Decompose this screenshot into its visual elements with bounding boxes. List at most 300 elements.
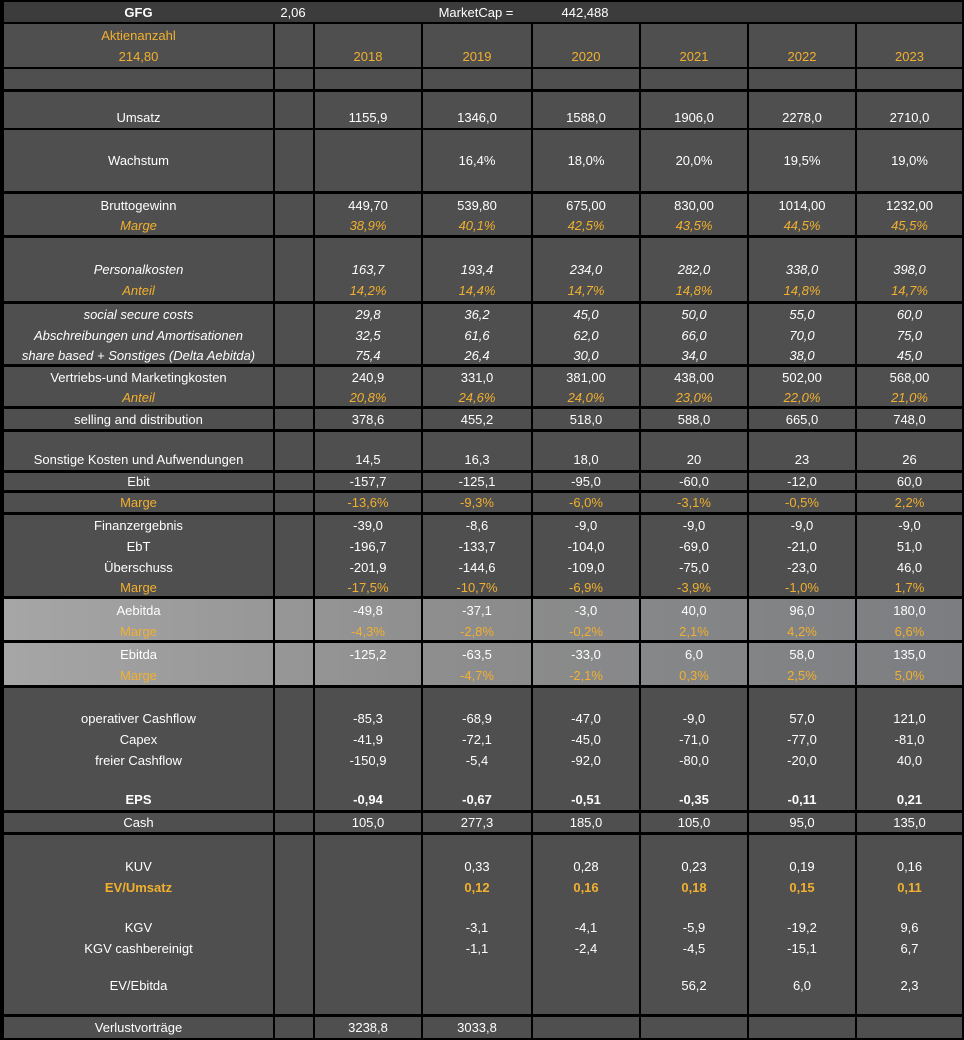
cell-finanzergebnis-2021[interactable]: -9,0 (639, 515, 747, 536)
cell-ueberschuss_marge-2020[interactable]: -6,9% (531, 578, 639, 599)
cell-verlustvortraege-2018[interactable]: 3238,8 (313, 1017, 421, 1038)
cell-selling-2019[interactable]: 455,2 (421, 409, 531, 432)
cell-share_based-2019[interactable]: 26,4 (421, 346, 531, 367)
empty-cell[interactable] (531, 996, 639, 1017)
empty-cell[interactable] (273, 996, 313, 1017)
cell-ebit-2023[interactable]: 60,0 (855, 473, 962, 493)
cell-eps-2019[interactable]: -0,67 (421, 771, 531, 813)
empty-cell[interactable] (531, 898, 639, 917)
row-label-freier_cashflow[interactable]: freier Cashflow (95, 753, 182, 768)
cell-ev_umsatz-2023[interactable]: 0,11 (855, 877, 962, 898)
cell-ev_umsatz-2022[interactable]: 0,15 (747, 877, 855, 898)
cell-ueberschuss-colB[interactable] (273, 557, 313, 578)
empty-cell[interactable] (639, 835, 747, 856)
cell-finanzergebnis-2022[interactable]: -9,0 (747, 515, 855, 536)
cell-eps-2023[interactable]: 0,21 (855, 771, 962, 813)
cell-ebit-2020[interactable]: -95,0 (531, 473, 639, 493)
row-label-vertriebs_anteil[interactable]: Anteil (4, 388, 273, 409)
cell-aebitda-2022[interactable]: 96,0 (747, 599, 855, 622)
cell-ev_ebitda-2023[interactable]: 2,3 (855, 959, 962, 996)
cell-aebitda_marge-2022[interactable]: 4,2% (747, 622, 855, 643)
cell-aebitda-2021[interactable]: 40,0 (639, 599, 747, 622)
cell-aktienanzahl-2018[interactable] (313, 24, 421, 46)
cell-freier_cashflow-2019[interactable]: -5,4 (421, 750, 531, 771)
cell-umsatz-colB[interactable] (273, 92, 313, 130)
empty-cell[interactable] (855, 688, 962, 708)
cell-aebitda_marge-2020[interactable]: -0,2% (531, 622, 639, 643)
empty-cell[interactable] (273, 835, 313, 856)
cell-ebt-2018[interactable]: -196,7 (313, 536, 421, 557)
cell-kgv_cash-2018[interactable] (313, 938, 421, 959)
cell-vertriebs_anteil-2023[interactable]: 21,0% (855, 388, 962, 409)
empty-cell[interactable] (531, 688, 639, 708)
row-label-ebit[interactable]: Ebit (4, 473, 273, 493)
cell-aktienanzahl-2022[interactable] (747, 24, 855, 46)
cell-ebit_marge-colB[interactable] (273, 493, 313, 515)
cell-ebit-2018[interactable]: -157,7 (313, 473, 421, 493)
cell-social_secure-2022[interactable]: 55,0 (747, 304, 855, 325)
cell-abschreibungen-2020[interactable]: 62,0 (531, 325, 639, 346)
empty-cell[interactable] (4, 69, 273, 92)
cell-ev_ebitda-2020[interactable] (531, 959, 639, 996)
cell-ebitda_marge-colB[interactable] (273, 665, 313, 688)
cell-aktienanzahl-2019[interactable] (421, 24, 531, 46)
cell-personal_anteil-2021[interactable]: 14,8% (639, 280, 747, 304)
cell-eps-2018[interactable]: -0,94 (313, 771, 421, 813)
cell-kuv-colB[interactable] (273, 856, 313, 877)
empty-cell[interactable] (855, 69, 962, 92)
cell-wachstum-2021[interactable]: 20,0% (639, 130, 747, 194)
cell-ebt-2022[interactable]: -21,0 (747, 536, 855, 557)
cell-ebit_marge-2022[interactable]: -0,5% (747, 493, 855, 515)
cell-vertriebs-2019[interactable]: 331,0 (421, 367, 531, 388)
cell-personal_anteil-2019[interactable]: 14,4% (421, 280, 531, 304)
cell-kgv_cash-2020[interactable]: -2,4 (531, 938, 639, 959)
cell-selling-2020[interactable]: 518,0 (531, 409, 639, 432)
cell-selling-2018[interactable]: 378,6 (313, 409, 421, 432)
cell-ebitda-2023[interactable]: 135,0 (855, 643, 962, 665)
empty-cell[interactable] (313, 996, 421, 1017)
cell-eps-colB[interactable] (273, 771, 313, 813)
row-label-ebitda_marge[interactable]: Marge (4, 665, 273, 688)
cell-kuv-2018[interactable] (313, 856, 421, 877)
cell-years_row-colB[interactable] (273, 46, 313, 69)
cell-umsatz-2023[interactable]: 2710,0 (855, 92, 962, 130)
empty-cell[interactable] (747, 69, 855, 92)
cell-verlustvortraege-2019[interactable]: 3033,8 (421, 1017, 531, 1038)
cell-aebitda-colB[interactable] (273, 599, 313, 622)
cell-op_cashflow-2020[interactable]: -47,0 (531, 708, 639, 729)
empty-cell[interactable] (273, 898, 313, 917)
title-empty-cell[interactable] (747, 2, 855, 24)
empty-cell[interactable] (4, 835, 273, 856)
cell-umsatz-2018[interactable]: 1155,9 (313, 92, 421, 130)
row-label-ebit_marge[interactable]: Marge (4, 493, 273, 515)
cell-share_based-colB[interactable] (273, 346, 313, 367)
cell-abschreibungen-2023[interactable]: 75,0 (855, 325, 962, 346)
cell-sonstige-2022[interactable]: 23 (747, 432, 855, 473)
cell-sonstige-2023[interactable]: 26 (855, 432, 962, 473)
cell-cash-2019[interactable]: 277,3 (421, 813, 531, 835)
cell-abschreibungen-2022[interactable]: 70,0 (747, 325, 855, 346)
row-label-kgv[interactable]: KGV (124, 920, 153, 935)
title-empty-cell[interactable] (639, 2, 747, 24)
cell-capex-2022[interactable]: -77,0 (747, 729, 855, 750)
cell-bruttogewinn-colB[interactable] (273, 194, 313, 216)
cell-eps-2022[interactable]: -0,11 (747, 771, 855, 813)
cell-ebitda_marge-2023[interactable]: 5,0% (855, 665, 962, 688)
cell-ebt-2020[interactable]: -104,0 (531, 536, 639, 557)
cell-finanzergebnis-colB[interactable] (273, 515, 313, 536)
cell-ev_umsatz-colB[interactable] (273, 877, 313, 898)
cell-vertriebs_anteil-2019[interactable]: 24,6% (421, 388, 531, 409)
row-label-ueberschuss[interactable]: Überschuss (104, 560, 173, 575)
cell-kgv_cash-colB[interactable] (273, 938, 313, 959)
cell-ev_ebitda-2021[interactable]: 56,2 (639, 959, 747, 996)
cell-aktienanzahl-colB[interactable] (273, 24, 313, 46)
row-label-wachstum[interactable]: Wachstum (4, 130, 273, 194)
cell-ueberschuss_marge-2022[interactable]: -1,0% (747, 578, 855, 599)
cell-kgv-2020[interactable]: -4,1 (531, 917, 639, 938)
cell-finanzergebnis-2018[interactable]: -39,0 (313, 515, 421, 536)
cell-kgv-2019[interactable]: -3,1 (421, 917, 531, 938)
row-label-ueberschuss_marge[interactable]: Marge (4, 578, 273, 599)
cell-personal_anteil-colB[interactable] (273, 280, 313, 304)
empty-cell[interactable] (273, 688, 313, 708)
cell-ebitda-2020[interactable]: -33,0 (531, 643, 639, 665)
row-label-personalkosten[interactable]: Personalkosten (93, 262, 184, 277)
empty-cell[interactable] (4, 898, 273, 917)
cell-ebitda-colB[interactable] (273, 643, 313, 665)
empty-cell[interactable] (4, 238, 273, 259)
cell-brutto_marge-2021[interactable]: 43,5% (639, 216, 747, 238)
row-label-kuv[interactable]: KUV (125, 859, 152, 874)
empty-cell[interactable] (313, 69, 421, 92)
cell-kgv-2021[interactable]: -5,9 (639, 917, 747, 938)
cell-kgv_cash-2019[interactable]: -1,1 (421, 938, 531, 959)
cell-brutto_marge-2019[interactable]: 40,1% (421, 216, 531, 238)
empty-cell[interactable] (421, 238, 531, 259)
cell-ebitda-2019[interactable]: -63,5 (421, 643, 531, 665)
cell-vertriebs-2023[interactable]: 568,00 (855, 367, 962, 388)
cell-social_secure-2020[interactable]: 45,0 (531, 304, 639, 325)
cell-umsatz-2019[interactable]: 1346,0 (421, 92, 531, 130)
cell-brutto_marge-2023[interactable]: 45,5% (855, 216, 962, 238)
cell-finanzergebnis-2020[interactable]: -9,0 (531, 515, 639, 536)
cell-aebitda_marge-2018[interactable]: -4,3% (313, 622, 421, 643)
cell-social_secure-2023[interactable]: 60,0 (855, 304, 962, 325)
cell-aebitda-2019[interactable]: -37,1 (421, 599, 531, 622)
cell-op_cashflow-2022[interactable]: 57,0 (747, 708, 855, 729)
cell-ebt-2021[interactable]: -69,0 (639, 536, 747, 557)
cell-kgv-2018[interactable] (313, 917, 421, 938)
row-label-finanzergebnis[interactable]: Finanzergebnis (94, 518, 183, 533)
cell-vertriebs_anteil-2021[interactable]: 23,0% (639, 388, 747, 409)
cell-selling-colB[interactable] (273, 409, 313, 432)
cell-aebitda_marge-colB[interactable] (273, 622, 313, 643)
empty-cell[interactable] (747, 898, 855, 917)
row-label-social_secure[interactable]: social secure costs (83, 307, 194, 322)
cell-ebitda_marge-2021[interactable]: 0,3% (639, 665, 747, 688)
cell-vertriebs_anteil-2022[interactable]: 22,0% (747, 388, 855, 409)
cell-abschreibungen-2018[interactable]: 32,5 (313, 325, 421, 346)
cell-eps-2020[interactable]: -0,51 (531, 771, 639, 813)
cell-brutto_marge-2020[interactable]: 42,5% (531, 216, 639, 238)
cell-sonstige-2019[interactable]: 16,3 (421, 432, 531, 473)
cell-aebitda_marge-2019[interactable]: -2,8% (421, 622, 531, 643)
cell-personalkosten-2022[interactable]: 338,0 (747, 259, 855, 280)
empty-cell[interactable] (421, 688, 531, 708)
row-label-verlustvortraege[interactable]: Verlustvorträge (94, 1020, 183, 1035)
cell-ueberschuss_marge-2021[interactable]: -3,9% (639, 578, 747, 599)
cell-aktienanzahl-2023[interactable] (855, 24, 962, 46)
cell-selling-2022[interactable]: 665,0 (747, 409, 855, 432)
cell-ebitda_marge-2018[interactable] (313, 665, 421, 688)
cell-finanzergebnis-2019[interactable]: -8,6 (421, 515, 531, 536)
row-label-bruttogewinn[interactable]: Bruttogewinn (100, 197, 177, 213)
cell-bruttogewinn-2023[interactable]: 1232,00 (855, 194, 962, 216)
cell-freier_cashflow-2018[interactable]: -150,9 (313, 750, 421, 771)
row-label-brutto_marge[interactable]: Marge (4, 216, 273, 238)
empty-cell[interactable] (531, 69, 639, 92)
cell-ebitda_marge-2020[interactable]: -2,1% (531, 665, 639, 688)
cell-ebit_marge-2018[interactable]: -13,6% (313, 493, 421, 515)
cell-abschreibungen-colB[interactable] (273, 325, 313, 346)
empty-cell[interactable] (273, 69, 313, 92)
row-label-vertriebs[interactable]: Vertriebs-und Marketingkosten (50, 370, 227, 385)
cell-personal_anteil-2022[interactable]: 14,8% (747, 280, 855, 304)
cell-brutto_marge-colB[interactable] (273, 216, 313, 238)
cell-op_cashflow-2019[interactable]: -68,9 (421, 708, 531, 729)
cell-ueberschuss-2018[interactable]: -201,9 (313, 557, 421, 578)
cell-ebitda_marge-2019[interactable]: -4,7% (421, 665, 531, 688)
cell-kuv-2021[interactable]: 0,23 (639, 856, 747, 877)
cell-wachstum-colB[interactable] (273, 130, 313, 194)
title-empty-cell[interactable] (855, 2, 962, 24)
row-label-aebitda_marge[interactable]: Marge (4, 622, 273, 643)
cell-op_cashflow-colB[interactable] (273, 708, 313, 729)
empty-cell[interactable] (4, 688, 273, 708)
empty-cell[interactable] (313, 898, 421, 917)
cell-brutto_marge-2018[interactable]: 38,9% (313, 216, 421, 238)
cell-ebitda-2022[interactable]: 58,0 (747, 643, 855, 665)
empty-cell[interactable] (313, 238, 421, 259)
cell-ueberschuss_marge-2023[interactable]: 1,7% (855, 578, 962, 599)
cell-cash-2022[interactable]: 95,0 (747, 813, 855, 835)
row-label-ebt[interactable]: EbT (126, 539, 151, 554)
cell-share_based-2023[interactable]: 45,0 (855, 346, 962, 367)
cell-years_row-2022[interactable]: 2022 (747, 46, 855, 69)
cell-ev_ebitda-colB[interactable] (273, 959, 313, 996)
cell-social_secure-2019[interactable]: 36,2 (421, 304, 531, 325)
cell-op_cashflow-2018[interactable]: -85,3 (313, 708, 421, 729)
share-price-cell[interactable]: 2,06 (273, 2, 313, 24)
cell-ueberschuss_marge-2019[interactable]: -10,7% (421, 578, 531, 599)
empty-cell[interactable] (421, 898, 531, 917)
cell-wachstum-2020[interactable]: 18,0% (531, 130, 639, 194)
cell-kgv-colB[interactable] (273, 917, 313, 938)
cell-wachstum-2018[interactable] (313, 130, 421, 194)
cell-ebit-2022[interactable]: -12,0 (747, 473, 855, 493)
cell-ev_ebitda-2018[interactable] (313, 959, 421, 996)
cell-bruttogewinn-2020[interactable]: 675,00 (531, 194, 639, 216)
cell-sonstige-2020[interactable]: 18,0 (531, 432, 639, 473)
row-label-ev_ebitda[interactable]: EV/Ebitda (109, 978, 168, 993)
empty-cell[interactable] (421, 69, 531, 92)
cell-personal_anteil-2023[interactable]: 14,7% (855, 280, 962, 304)
empty-cell[interactable] (639, 238, 747, 259)
cell-abschreibungen-2019[interactable]: 61,6 (421, 325, 531, 346)
cell-years_row-2021[interactable]: 2021 (639, 46, 747, 69)
cell-ev_umsatz-2019[interactable]: 0,12 (421, 877, 531, 898)
cell-kgv_cash-2023[interactable]: 6,7 (855, 938, 962, 959)
cell-share_based-2021[interactable]: 34,0 (639, 346, 747, 367)
row-label-kgv_cash[interactable]: KGV cashbereinigt (84, 941, 193, 956)
cell-aebitda-2018[interactable]: -49,8 (313, 599, 421, 622)
cell-verlustvortraege-2020[interactable] (531, 1017, 639, 1038)
cell-ev_ebitda-2022[interactable]: 6,0 (747, 959, 855, 996)
title-empty-cell[interactable] (313, 2, 421, 24)
empty-cell[interactable] (747, 835, 855, 856)
cell-capex-2023[interactable]: -81,0 (855, 729, 962, 750)
empty-cell[interactable] (747, 996, 855, 1017)
row-label-selling[interactable]: selling and distribution (4, 409, 273, 432)
empty-cell[interactable] (273, 238, 313, 259)
cell-wachstum-2022[interactable]: 19,5% (747, 130, 855, 194)
cell-sonstige-2021[interactable]: 20 (639, 432, 747, 473)
cell-aktienanzahl-2021[interactable] (639, 24, 747, 46)
cell-op_cashflow-2021[interactable]: -9,0 (639, 708, 747, 729)
empty-cell[interactable] (531, 238, 639, 259)
cell-ev_umsatz-2021[interactable]: 0,18 (639, 877, 747, 898)
empty-cell[interactable] (855, 898, 962, 917)
cell-bruttogewinn-2022[interactable]: 1014,00 (747, 194, 855, 216)
cell-aebitda-2023[interactable]: 180,0 (855, 599, 962, 622)
cell-capex-2020[interactable]: -45,0 (531, 729, 639, 750)
cell-personalkosten-2019[interactable]: 193,4 (421, 259, 531, 280)
cell-capex-2019[interactable]: -72,1 (421, 729, 531, 750)
empty-cell[interactable] (855, 238, 962, 259)
cell-years_row-2018[interactable]: 2018 (313, 46, 421, 69)
cell-share_based-2022[interactable]: 38,0 (747, 346, 855, 367)
empty-cell[interactable] (639, 69, 747, 92)
cell-verlustvortraege-2021[interactable] (639, 1017, 747, 1038)
cell-kgv_cash-2021[interactable]: -4,5 (639, 938, 747, 959)
cell-share_based-2020[interactable]: 30,0 (531, 346, 639, 367)
cell-ebit_marge-2023[interactable]: 2,2% (855, 493, 962, 515)
cell-verlustvortraege-2023[interactable] (855, 1017, 962, 1038)
cell-capex-colB[interactable] (273, 729, 313, 750)
cell-ueberschuss_marge-colB[interactable] (273, 578, 313, 599)
cell-vertriebs-2021[interactable]: 438,00 (639, 367, 747, 388)
empty-cell[interactable] (855, 835, 962, 856)
empty-cell[interactable] (531, 835, 639, 856)
cell-capex-2018[interactable]: -41,9 (313, 729, 421, 750)
cell-finanzergebnis-2023[interactable]: -9,0 (855, 515, 962, 536)
cell-umsatz-2020[interactable]: 1588,0 (531, 92, 639, 130)
cell-kuv-2019[interactable]: 0,33 (421, 856, 531, 877)
cell-vertriebs_anteil-2020[interactable]: 24,0% (531, 388, 639, 409)
cell-cash-2023[interactable]: 135,0 (855, 813, 962, 835)
cell-personalkosten-2021[interactable]: 282,0 (639, 259, 747, 280)
cell-share_based-2018[interactable]: 75,4 (313, 346, 421, 367)
cell-bruttogewinn-2019[interactable]: 539,80 (421, 194, 531, 216)
cell-ueberschuss_marge-2018[interactable]: -17,5% (313, 578, 421, 599)
cell-capex-2021[interactable]: -71,0 (639, 729, 747, 750)
cell-aebitda-2020[interactable]: -3,0 (531, 599, 639, 622)
cell-ev_umsatz-2020[interactable]: 0,16 (531, 877, 639, 898)
cell-abschreibungen-2021[interactable]: 66,0 (639, 325, 747, 346)
cell-years_row-2019[interactable]: 2019 (421, 46, 531, 69)
cell-ueberschuss-2021[interactable]: -75,0 (639, 557, 747, 578)
row-label-cash[interactable]: Cash (4, 813, 273, 835)
cell-sonstige-2018[interactable]: 14,5 (313, 432, 421, 473)
cell-ueberschuss-2019[interactable]: -144,6 (421, 557, 531, 578)
cell-cash-2020[interactable]: 185,0 (531, 813, 639, 835)
cell-vertriebs-2018[interactable]: 240,9 (313, 367, 421, 388)
cell-kgv-2022[interactable]: -19,2 (747, 917, 855, 938)
cell-sonstige-colB[interactable] (273, 432, 313, 473)
cell-vertriebs-2022[interactable]: 502,00 (747, 367, 855, 388)
cell-ebit_marge-2021[interactable]: -3,1% (639, 493, 747, 515)
cell-kuv-2023[interactable]: 0,16 (855, 856, 962, 877)
cell-verlustvortraege-2022[interactable] (747, 1017, 855, 1038)
cell-social_secure-2018[interactable]: 29,8 (313, 304, 421, 325)
cell-vertriebs-2020[interactable]: 381,00 (531, 367, 639, 388)
cell-ebitda_marge-2022[interactable]: 2,5% (747, 665, 855, 688)
empty-cell[interactable] (4, 996, 273, 1017)
cell-ebit_marge-2019[interactable]: -9,3% (421, 493, 531, 515)
empty-cell[interactable] (639, 898, 747, 917)
row-label-aebitda[interactable]: Aebitda (116, 603, 161, 618)
empty-cell[interactable] (747, 688, 855, 708)
cell-wachstum-2019[interactable]: 16,4% (421, 130, 531, 194)
cell-selling-2021[interactable]: 588,0 (639, 409, 747, 432)
cell-brutto_marge-2022[interactable]: 44,5% (747, 216, 855, 238)
empty-cell[interactable] (421, 996, 531, 1017)
cell-eps-2021[interactable]: -0,35 (639, 771, 747, 813)
cell-bruttogewinn-2021[interactable]: 830,00 (639, 194, 747, 216)
empty-cell[interactable] (313, 688, 421, 708)
cell-ueberschuss-2020[interactable]: -109,0 (531, 557, 639, 578)
cell-verlustvortraege-colB[interactable] (273, 1017, 313, 1038)
cell-ebt-2019[interactable]: -133,7 (421, 536, 531, 557)
row-label-capex[interactable]: Capex (119, 732, 158, 747)
cell-social_secure-colB[interactable] (273, 304, 313, 325)
cell-cash-colB[interactable] (273, 813, 313, 835)
cell-ebit-2019[interactable]: -125,1 (421, 473, 531, 493)
empty-cell[interactable] (747, 238, 855, 259)
cell-kuv-2022[interactable]: 0,19 (747, 856, 855, 877)
cell-personalkosten-2023[interactable]: 398,0 (855, 259, 962, 280)
cell-years_row-2020[interactable]: 2020 (531, 46, 639, 69)
cell-freier_cashflow-colB[interactable] (273, 750, 313, 771)
empty-cell[interactable] (421, 835, 531, 856)
row-label-aktienanzahl[interactable]: Aktienanzahl (101, 27, 176, 43)
cell-ebit-2021[interactable]: -60,0 (639, 473, 747, 493)
cell-freier_cashflow-2021[interactable]: -80,0 (639, 750, 747, 771)
cell-personal_anteil-2018[interactable]: 14,2% (313, 280, 421, 304)
cell-cash-2021[interactable]: 105,0 (639, 813, 747, 835)
cell-ebit-colB[interactable] (273, 473, 313, 493)
row-label-abschreibungen[interactable]: Abschreibungen und Amortisationen (33, 328, 244, 343)
row-label-ev_umsatz[interactable]: EV/Umsatz (104, 880, 173, 895)
cell-ueberschuss-2023[interactable]: 46,0 (855, 557, 962, 578)
cell-cash-2018[interactable]: 105,0 (313, 813, 421, 835)
cell-ebitda-2021[interactable]: 6,0 (639, 643, 747, 665)
ticker-cell[interactable]: GFG (4, 2, 273, 24)
cell-kuv-2020[interactable]: 0,28 (531, 856, 639, 877)
